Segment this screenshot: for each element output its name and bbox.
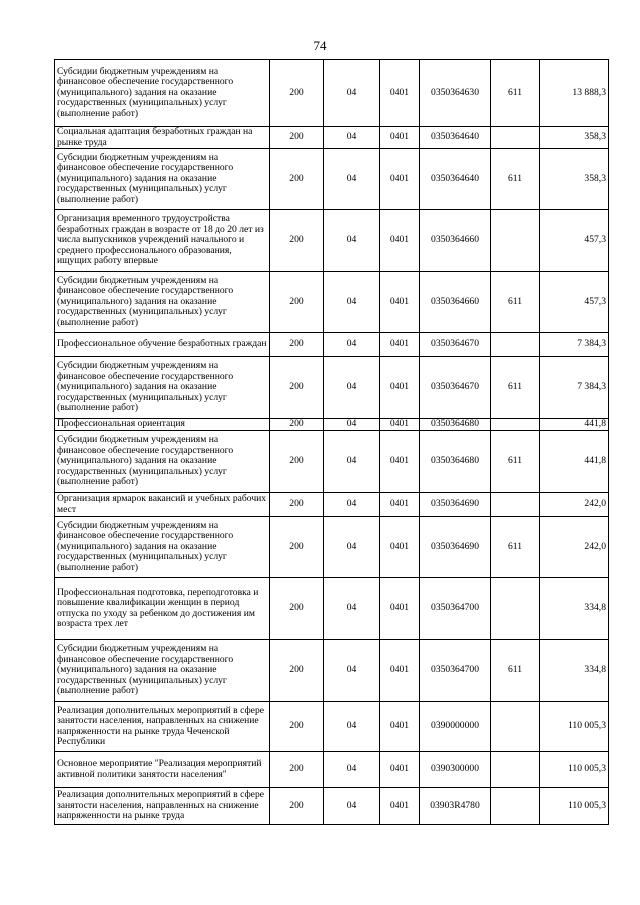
- row-name: Субсидии бюджетным учреждениям на финансовое обеспечение государственного (муниципального) задания на оказание государственных (муниципальных) услуг (выполнение работ): [55, 517, 270, 578]
- table-row: [55, 517, 609, 578]
- row-code-3: 0401: [380, 578, 420, 640]
- row-code-3: 0401: [380, 702, 420, 752]
- row-code-4: 0350364640: [420, 127, 491, 149]
- table-row: [55, 272, 609, 333]
- row-name: Субсидии бюджетным учреждениям на финансовое обеспечение государственного (муниципального) задания на оказание государственных (муниципальных) услуг (выполнение работ): [55, 640, 270, 702]
- row-code-1: 200: [270, 640, 324, 702]
- row-name: Профессиональная ориентация: [55, 419, 270, 431]
- row-amount: 358,3: [540, 127, 609, 149]
- table-row: [55, 357, 609, 419]
- row-code-4: 0350364700: [420, 578, 491, 640]
- row-name: Профессиональное обучение безработных граждан: [55, 333, 270, 357]
- row-name: Субсидии бюджетным учреждениям на финансовое обеспечение государственного (муниципального) задания на оказание государственных (муниципальных) услуг (выполнение работ): [55, 149, 270, 210]
- row-code-2: 04: [324, 210, 380, 272]
- table-row: [55, 788, 609, 825]
- row-name: Организация ярмарок вакансий и учебных рабочих мест: [55, 493, 270, 517]
- row-code-3: 0401: [380, 333, 420, 357]
- row-code-5: [491, 578, 540, 640]
- row-code-1: 200: [270, 517, 324, 578]
- row-amount: 457,3: [540, 272, 609, 333]
- row-code-1: 200: [270, 127, 324, 149]
- row-code-2: 04: [324, 357, 380, 419]
- table-row: [55, 640, 609, 702]
- row-name: Реализация дополнительных мероприятий в сфере занятости населения, направленных на снижение напряженности на рынке труда: [55, 788, 270, 825]
- row-name: Субсидии бюджетным учреждениям на финансовое обеспечение государственного (муниципального) задания на оказание государственных (муниципальных) услуг (выполнение работ): [55, 431, 270, 493]
- table-row: [55, 419, 609, 431]
- row-name: Субсидии бюджетным учреждениям на финансовое обеспечение государственного (муниципального) задания на оказание государственных (муниципальных) услуг (выполнение работ): [55, 272, 270, 333]
- row-code-2: 04: [324, 149, 380, 210]
- row-code-4: 0390300000: [420, 752, 491, 788]
- row-code-3: 0401: [380, 357, 420, 419]
- row-code-1: 200: [270, 752, 324, 788]
- row-code-4: 0390000000: [420, 702, 491, 752]
- row-code-2: 04: [324, 702, 380, 752]
- row-code-2: 04: [324, 493, 380, 517]
- row-code-3: 0401: [380, 272, 420, 333]
- row-amount: 441,8: [540, 431, 609, 493]
- row-code-3: 0401: [380, 431, 420, 493]
- row-code-2: 04: [324, 640, 380, 702]
- row-code-5: 611: [491, 431, 540, 493]
- row-code-2: 04: [324, 60, 380, 127]
- table-row: [55, 149, 609, 210]
- row-amount: 110 005,3: [540, 788, 609, 825]
- row-code-4: 0350364630: [420, 60, 491, 127]
- row-code-4: 0350364700: [420, 640, 491, 702]
- row-code-1: 200: [270, 788, 324, 825]
- row-amount: 334,8: [540, 578, 609, 640]
- row-code-5: [491, 493, 540, 517]
- row-amount: 457,3: [540, 210, 609, 272]
- row-code-2: 04: [324, 127, 380, 149]
- row-amount: 110 005,3: [540, 702, 609, 752]
- row-amount: 7 384,3: [540, 333, 609, 357]
- row-code-5: [491, 127, 540, 149]
- row-code-5: 611: [491, 640, 540, 702]
- row-code-2: 04: [324, 752, 380, 788]
- row-code-4: 0350364670: [420, 333, 491, 357]
- row-code-4: 0350364680: [420, 431, 491, 493]
- row-code-1: 200: [270, 149, 324, 210]
- row-code-5: [491, 788, 540, 825]
- row-code-2: 04: [324, 419, 380, 431]
- row-code-4: 0350364690: [420, 517, 491, 578]
- row-name: Основное мероприятие "Реализация мероприятий активной политики занятости населения": [55, 752, 270, 788]
- row-code-2: 04: [324, 431, 380, 493]
- row-code-5: 611: [491, 272, 540, 333]
- row-code-5: 611: [491, 60, 540, 127]
- row-code-3: 0401: [380, 60, 420, 127]
- table-row: [55, 702, 609, 752]
- row-amount: 441,8: [540, 419, 609, 431]
- row-code-1: 200: [270, 357, 324, 419]
- row-code-5: [491, 419, 540, 431]
- row-code-2: 04: [324, 333, 380, 357]
- row-code-3: 0401: [380, 640, 420, 702]
- row-name: Организация временного трудоустройства безработных граждан в возрасте от 18 до 20 лет из числа выпускников учреждений начального и среднего профессионального образования, ищущих работу впервые: [55, 210, 270, 272]
- row-code-2: 04: [324, 517, 380, 578]
- row-name: Профессиональная подготовка, переподготовка и повышение квалификации женщин в период отпуска по уходу за ребенком до достижения им возраста трех лет: [55, 578, 270, 640]
- budget-table: [54, 59, 609, 825]
- table-row: [55, 578, 609, 640]
- row-code-4: 0350364660: [420, 210, 491, 272]
- row-code-1: 200: [270, 210, 324, 272]
- row-code-1: 200: [270, 431, 324, 493]
- table-row: [55, 752, 609, 788]
- row-code-1: 200: [270, 333, 324, 357]
- row-code-3: 0401: [380, 419, 420, 431]
- row-code-5: 611: [491, 357, 540, 419]
- table-row: [55, 60, 609, 127]
- row-code-3: 0401: [380, 210, 420, 272]
- row-code-2: 04: [324, 578, 380, 640]
- row-amount: 358,3: [540, 149, 609, 210]
- row-code-3: 0401: [380, 493, 420, 517]
- table-row: [55, 493, 609, 517]
- row-code-1: 200: [270, 578, 324, 640]
- row-code-1: 200: [270, 493, 324, 517]
- row-code-4: 03903R4780: [420, 788, 491, 825]
- table-row: [55, 333, 609, 357]
- row-amount: 242,0: [540, 517, 609, 578]
- row-code-5: [491, 702, 540, 752]
- row-code-4: 0350364660: [420, 272, 491, 333]
- row-name: Социальная адаптация безработных граждан на рынке труда: [55, 127, 270, 149]
- table-row: [55, 127, 609, 149]
- row-amount: 242,0: [540, 493, 609, 517]
- row-name: Субсидии бюджетным учреждениям на финансовое обеспечение государственного (муниципального) задания на оказание государственных (муниципальных) услуг (выполнение работ): [55, 357, 270, 419]
- row-code-3: 0401: [380, 127, 420, 149]
- row-code-5: [491, 333, 540, 357]
- row-code-5: [491, 752, 540, 788]
- table-row: [55, 431, 609, 493]
- row-name: Субсидии бюджетным учреждениям на финансовое обеспечение государственного (муниципального) задания на оказание государственных (муниципальных) услуг (выполнение работ): [55, 60, 270, 127]
- row-name: Реализация дополнительных мероприятий в сфере занятости населения, направленных на снижение напряженности на рынке труда Чеченской Республики: [55, 702, 270, 752]
- row-code-5: 611: [491, 517, 540, 578]
- row-amount: 334,8: [540, 640, 609, 702]
- row-amount: 7 384,3: [540, 357, 609, 419]
- row-code-3: 0401: [380, 149, 420, 210]
- row-code-4: 0350364670: [420, 357, 491, 419]
- row-code-1: 200: [270, 272, 324, 333]
- row-code-4: 0350364640: [420, 149, 491, 210]
- row-code-5: [491, 210, 540, 272]
- row-code-4: 0350364690: [420, 493, 491, 517]
- row-code-3: 0401: [380, 517, 420, 578]
- row-code-2: 04: [324, 272, 380, 333]
- row-code-1: 200: [270, 702, 324, 752]
- row-code-4: 0350364680: [420, 419, 491, 431]
- row-amount: 110 005,3: [540, 752, 609, 788]
- row-code-5: 611: [491, 149, 540, 210]
- row-code-3: 0401: [380, 752, 420, 788]
- row-code-1: 200: [270, 419, 324, 431]
- page-number: 74: [313, 38, 327, 53]
- table-row: [55, 210, 609, 272]
- row-code-3: 0401: [380, 788, 420, 825]
- row-code-2: 04: [324, 788, 380, 825]
- row-amount: 13 888,3: [540, 60, 609, 127]
- row-code-1: 200: [270, 60, 324, 127]
